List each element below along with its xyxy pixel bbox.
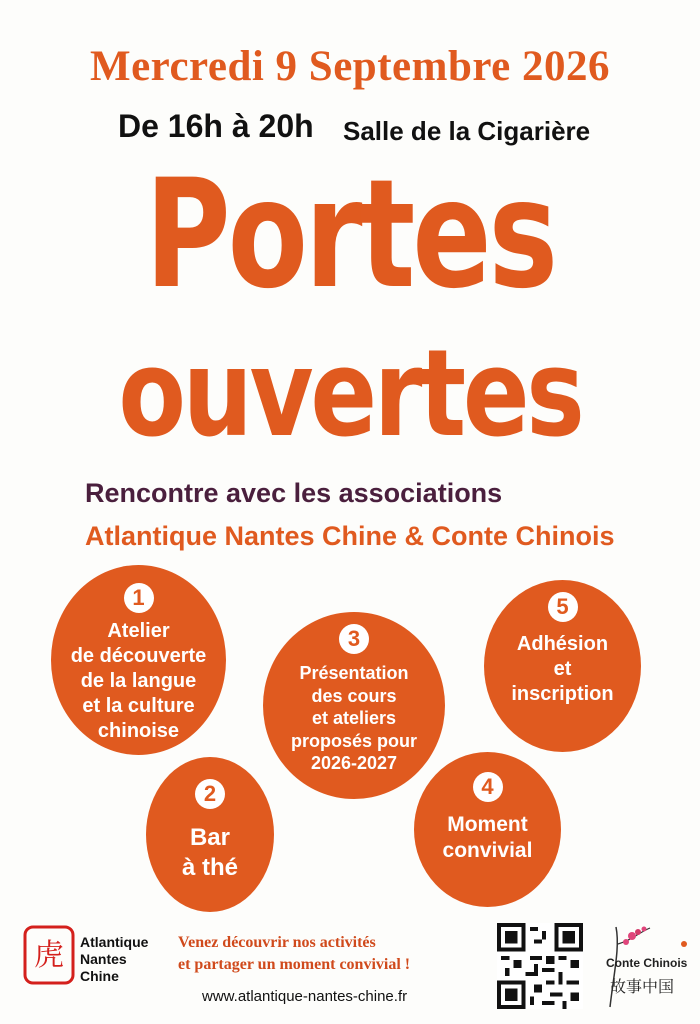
logo-glyph: 虎 (34, 938, 64, 973)
event-time: De 16h à 20h (118, 108, 314, 144)
activity-circle-4 (414, 752, 561, 907)
event-date: Mercredi 9 Septembre 2026 (89, 43, 611, 90)
right-logo-text: Conte Chinois (606, 956, 688, 970)
activity-number: 2 (195, 779, 225, 809)
left-logo-text: Atlantique Nantes Chine (80, 934, 149, 984)
activity-circle-2 (146, 757, 274, 912)
activity-number: 3 (339, 624, 369, 654)
associations-text: Atlantique Nantes Chine & Conte Chinois (85, 521, 615, 551)
title-line-1: Portes (144, 148, 556, 322)
website-link[interactable]: www.atlantique-nantes-chine.fr (202, 988, 408, 1005)
activity-number: 1 (124, 583, 154, 613)
right-logo-chinese: 故事中国 (610, 977, 675, 996)
event-venue: Salle de la Cigarière (343, 116, 591, 146)
activity-circle-1 (51, 565, 226, 755)
call-to-action: Venez découvrir nos activités et partager un moment convivial ! (178, 934, 411, 973)
title-line-2: ouvertes (118, 325, 582, 464)
activity-text: Présentation des cours et ateliers proposés pour 2026-2027 (290, 663, 417, 773)
activity-circle-5 (484, 580, 641, 752)
activity-circle-3 (263, 612, 445, 799)
ideogram-logo-icon (23, 925, 75, 985)
activity-text: Moment convivial (442, 813, 533, 863)
activity-text: Adhésion et inscription (511, 633, 614, 705)
qr-code-icon[interactable] (497, 923, 583, 1009)
activity-number: 5 (548, 592, 578, 622)
activity-text: Bar à thé (181, 824, 238, 881)
activity-number: 4 (473, 772, 503, 802)
activity-text: Atelier de découverte de la langue et la culture chinoise (70, 620, 207, 742)
meeting-text: Rencontre avec les associations (85, 478, 503, 508)
